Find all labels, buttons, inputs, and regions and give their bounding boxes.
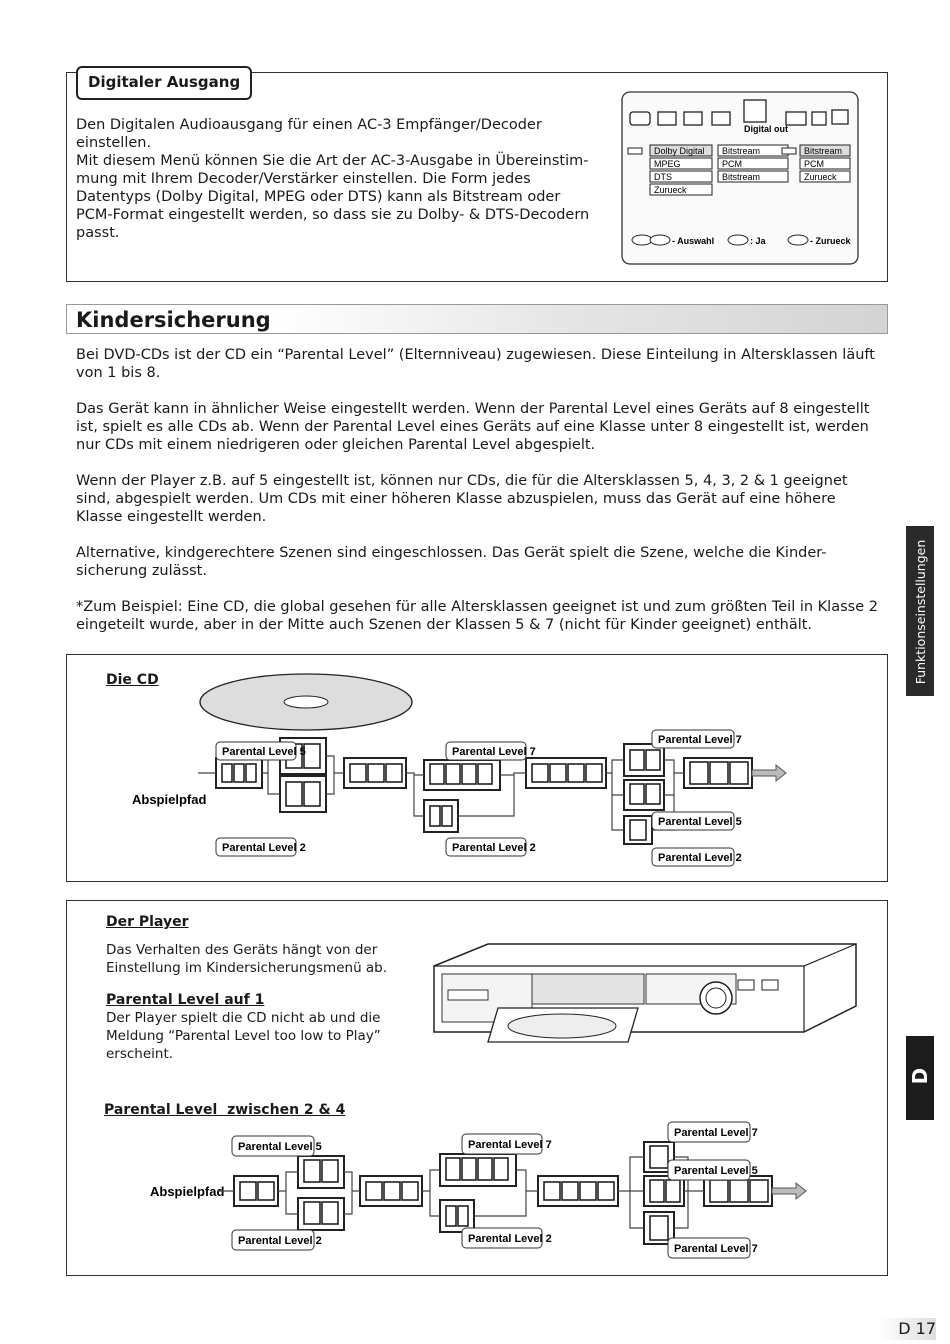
film-strip-2 bbox=[344, 758, 406, 788]
menu-caption: Digital out bbox=[744, 124, 788, 134]
svg-text:Parental Level 7: Parental Level 7 bbox=[468, 1139, 552, 1151]
section-letter: D bbox=[908, 1067, 932, 1085]
pointer-hand-icon bbox=[628, 148, 642, 154]
tag-p-level7-c bbox=[668, 1238, 758, 1258]
child-lock-para-3: Wenn der Player z.B. auf 5 eingestellt ist, können nur CDs, die für die Altersklassen 5, 4, 3, 2 & 1 geeignet sind, abgespielt werden. Um CDs mit einer höheren Klasse abzuspielen, muss das Gerät auf eine höhere Klasse eingestellt werden. bbox=[76, 473, 848, 525]
menu-option-pcm[interactable]: PCM bbox=[804, 159, 824, 169]
arrow-right-icon-2 bbox=[772, 1183, 806, 1199]
tag-p-level5-b bbox=[668, 1160, 758, 1180]
tag-p-level2-b bbox=[462, 1228, 552, 1248]
arrow-right-icon bbox=[752, 765, 786, 781]
child-lock-para-5: *Zum Beispiel: Eine CD, die global gesehen für alle Altersklassen geeignet ist und zum größten Teil in Klasse 2 eingeteilt wurde, aber in der Mitte auch Szenen der Klassen 5 & 7 (nicht für Kinder geeignet) enthält. bbox=[76, 599, 878, 633]
menu-row-mpeg[interactable]: MPEG bbox=[654, 159, 681, 169]
digital-output-text bbox=[76, 116, 601, 242]
disc-tray-icon bbox=[508, 1014, 616, 1038]
film-strip-upper-2 bbox=[424, 760, 500, 790]
page-number: D 17 bbox=[880, 1318, 936, 1340]
tag-p-level2 bbox=[232, 1230, 322, 1250]
svg-text:Parental Level 5: Parental Level 5 bbox=[674, 1165, 758, 1177]
child-lock-para-2: Das Gerät kann in ähnlicher Weise eingestellt werden. Wenn der Parental Level eines Geräts auf 8 eingestellt ist, spielt es alle CDs ab. Wenn der Parental Level eines Geräts auf eine Klasse unter 8 eingestellt ist, werden nur CDs mit einem niedrigeren oder gleichen Parental Level abgespielt. bbox=[76, 401, 870, 453]
tag-level2-c bbox=[652, 848, 742, 866]
tag-level7-b bbox=[652, 730, 742, 748]
tag-p-level7 bbox=[462, 1134, 552, 1154]
svg-text:Parental Level 2: Parental Level 2 bbox=[222, 842, 306, 854]
digital-output-para-2: Mit diesem Menü können Sie die Art der AC-3-Ausgabe in Übereinstim-mung mit Ihrem Decoder/Verstärker einstellen. Die Form jedes Datentyps (Dolby Digital, MPEG oder DTS) kann als Bitstream oder PCM-Format eingestellt werden, so dass sie zu Dolby- & DTS-Decodern passt. bbox=[76, 153, 590, 241]
enter-button-icon bbox=[728, 235, 748, 245]
film-strip-p3 bbox=[538, 1176, 618, 1206]
digital-output-para-1: Den Digitalen Audioausgang für einen AC-3 Empfänger/Decoder einstellen. bbox=[76, 117, 542, 151]
digital-out-icon bbox=[744, 100, 766, 122]
film-strip-upper-3 bbox=[624, 744, 664, 776]
menu-row-back[interactable]: Zurueck bbox=[654, 185, 687, 195]
svg-text:Parental Level 5: Parental Level 5 bbox=[238, 1141, 322, 1153]
tag-p-level5 bbox=[232, 1136, 322, 1156]
arrow-buttons-icon bbox=[632, 235, 652, 245]
film-strip-p-upper-1 bbox=[298, 1156, 344, 1188]
film-strip-p-lower-2 bbox=[440, 1200, 474, 1232]
return-button-icon bbox=[788, 235, 808, 245]
menu-footer-select: - Auswahl bbox=[672, 236, 715, 246]
speaker-icon bbox=[786, 112, 806, 125]
film-strip-p-upper-2 bbox=[440, 1154, 516, 1186]
svg-text:Parental Level 5: Parental Level 5 bbox=[658, 816, 742, 828]
svg-text:Parental Level 2: Parental Level 2 bbox=[238, 1235, 322, 1247]
grid-icon bbox=[684, 112, 702, 125]
film-strip-p-lower-1 bbox=[298, 1198, 344, 1230]
svg-text:Parental Level 2: Parental Level 2 bbox=[658, 852, 742, 864]
player-title: Der Player bbox=[106, 914, 189, 930]
digital-out-menu bbox=[620, 90, 860, 266]
player-subtitle: Parental Level auf 1 bbox=[106, 992, 265, 1008]
disc-icon bbox=[630, 112, 650, 125]
screen-icon bbox=[658, 112, 676, 125]
tag-level7 bbox=[446, 742, 536, 760]
film-strip-lower-3 bbox=[624, 816, 652, 844]
film-strip-3 bbox=[526, 758, 606, 788]
pointer-hand-icon-2 bbox=[782, 148, 796, 154]
svg-text:Parental Level 2: Parental Level 2 bbox=[468, 1233, 552, 1245]
menu-row-dts[interactable]: DTS bbox=[654, 172, 672, 182]
abspielpfad-label-2: Abspielpfad bbox=[150, 1184, 225, 1199]
tag-level2-b bbox=[446, 838, 536, 856]
svg-text:Parental Level 2: Parental Level 2 bbox=[452, 842, 536, 854]
menu-footer-confirm: : Ja bbox=[750, 236, 766, 246]
tag-level5-b bbox=[652, 812, 742, 830]
tag-p-level7-b bbox=[668, 1122, 758, 1142]
abspielpfad-label: Abspielpfad bbox=[132, 792, 207, 807]
child-lock-para-1: Bei DVD-CDs ist der CD ein “Parental Level” (Elternniveau) zugewiesen. Diese Einteilung in Altersklassen läuft von 1 bis 8. bbox=[76, 347, 875, 381]
svg-text:Parental Level 7: Parental Level 7 bbox=[658, 734, 742, 746]
film-strip-p1 bbox=[234, 1176, 278, 1206]
cd-diagram bbox=[66, 654, 888, 882]
player-subtitle-2: Parental Level zwischen 2 & 4 bbox=[104, 1102, 346, 1118]
cd-diagram-title: Die CD bbox=[106, 672, 159, 688]
film-strip-mid-3 bbox=[624, 780, 664, 810]
film-strip-p2 bbox=[360, 1176, 422, 1206]
player-diagram bbox=[66, 1116, 888, 1266]
child-lock-para-4: Alternative, kindgerechtere Szenen sind eingeschlossen. Das Gerät spielt die Szene, welche die Kinder-sicherung zulässt. bbox=[76, 545, 827, 579]
film-strip-1 bbox=[216, 758, 262, 788]
child-lock-heading: Kindersicherung bbox=[76, 308, 271, 332]
display-icon bbox=[812, 112, 826, 125]
menu-option-bitstream[interactable]: Bitstream bbox=[804, 146, 843, 156]
player-subtext: Der Player spielt die CD nicht ab und die Meldung “Parental Level too low to Play” erscheint. bbox=[106, 1010, 381, 1062]
svg-text:Bitstream: Bitstream bbox=[722, 172, 761, 182]
digital-output-heading: Digitaler Ausgang bbox=[76, 66, 252, 100]
dvd-player-image bbox=[428, 936, 864, 1056]
menu-option-back[interactable]: Zurueck bbox=[804, 172, 837, 182]
tag-level2 bbox=[216, 838, 306, 856]
svg-text:PCM: PCM bbox=[722, 159, 742, 169]
svg-text:Parental Level 7: Parental Level 7 bbox=[452, 746, 536, 758]
film-strip-lower-2 bbox=[424, 800, 458, 832]
menu-right-column bbox=[800, 145, 850, 182]
exit-icon bbox=[832, 110, 848, 124]
menu-footer-back: - Zurueck bbox=[810, 236, 851, 246]
svg-text:Parental Level 7: Parental Level 7 bbox=[674, 1127, 758, 1139]
tag-level5 bbox=[216, 742, 306, 760]
settings-icon bbox=[712, 112, 730, 125]
side-tab-label: Funktionseinstellungen bbox=[913, 539, 928, 685]
svg-text:Parental Level 7: Parental Level 7 bbox=[674, 1243, 758, 1255]
film-strip-lower-1 bbox=[280, 776, 326, 812]
svg-text:Bitstream: Bitstream bbox=[722, 146, 761, 156]
svg-text:Parental Level 5: Parental Level 5 bbox=[222, 746, 306, 758]
menu-row-dolby[interactable]: Dolby Digital bbox=[654, 146, 705, 156]
player-text: Das Verhalten des Geräts hängt von der Einstellung im Kindersicherungsmenü ab. bbox=[106, 942, 388, 976]
child-lock-text bbox=[76, 346, 882, 634]
film-strip-4 bbox=[684, 758, 752, 788]
menu-mid-column bbox=[718, 145, 788, 182]
